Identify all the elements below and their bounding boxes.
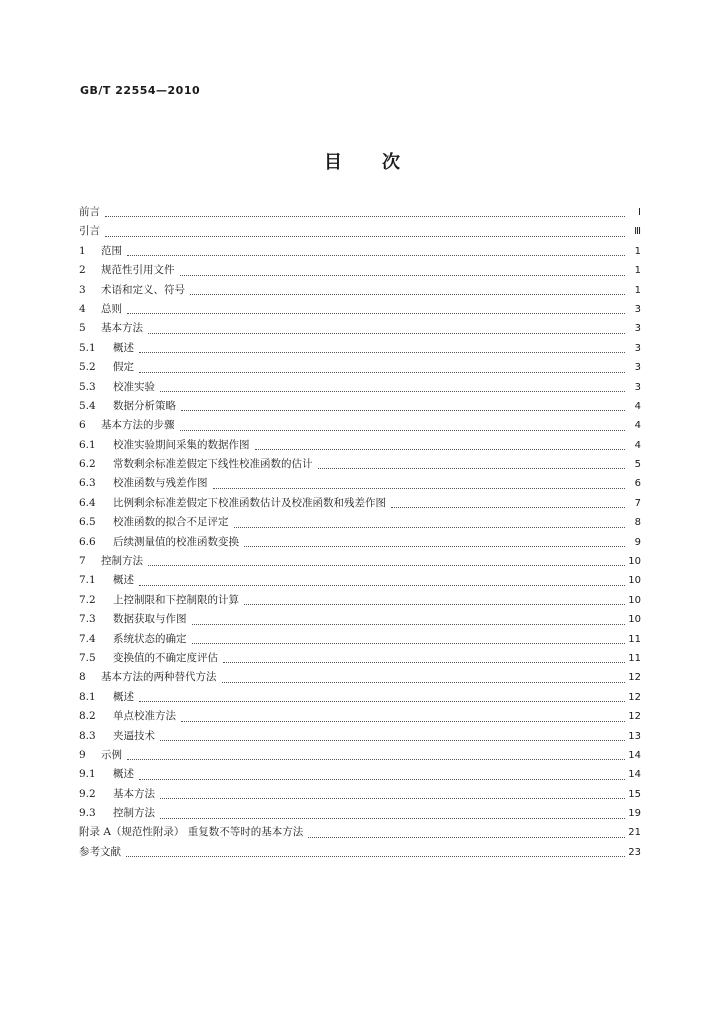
toc-entry-page: 12 xyxy=(628,711,641,723)
toc-entry-number: 6.1 xyxy=(79,438,96,451)
toc-entry-page: 6 xyxy=(634,478,641,490)
toc-entry-title: 总则 xyxy=(101,302,122,315)
toc-entry-page: 11 xyxy=(628,633,641,645)
toc-dot-leader xyxy=(158,804,627,823)
toc-entry[interactable] xyxy=(79,804,641,823)
toc-entry-number: 9.2 xyxy=(79,787,96,800)
toc-entry-page: 11 xyxy=(628,652,641,664)
toc-entry[interactable] xyxy=(79,746,641,765)
toc-dot-leader xyxy=(137,765,627,784)
toc-dot-leader xyxy=(124,843,627,862)
toc-entry[interactable] xyxy=(79,319,641,338)
toc-dot-leader xyxy=(137,358,627,377)
toc-entry[interactable] xyxy=(79,727,641,746)
standard-code: GB/T 22554—2010 xyxy=(80,84,201,97)
toc-entry[interactable] xyxy=(79,378,641,397)
toc-entry-number: 6.5 xyxy=(79,516,96,529)
toc-entry-title: 系统状态的确定 xyxy=(113,632,187,645)
toc-entry[interactable] xyxy=(79,571,641,590)
toc-dot-leader xyxy=(125,300,627,319)
toc-entry-title: 校准函数的拟合不足评定 xyxy=(113,516,229,529)
toc-dot-leader xyxy=(178,416,628,435)
toc-entry[interactable] xyxy=(79,513,641,532)
toc-entry-number: 7.4 xyxy=(79,632,96,645)
toc-entry-number: 7.1 xyxy=(79,574,96,587)
toc-entry-number: 2 xyxy=(79,264,86,277)
toc-entry-number: 7.3 xyxy=(79,613,96,626)
toc-entry[interactable] xyxy=(79,707,641,726)
toc-entry-title: 术语和定义、符号 xyxy=(101,283,185,296)
toc-entry-page: 15 xyxy=(628,788,641,800)
toc-dot-leader xyxy=(232,513,628,532)
toc-entry[interactable] xyxy=(79,552,641,571)
toc-entry-title: 数据分析策略 xyxy=(113,399,176,412)
toc-entry-page: 12 xyxy=(628,691,641,703)
toc-entry-number: 5 xyxy=(79,322,86,335)
toc-entry-title: 上控制限和下控制限的计算 xyxy=(113,593,239,606)
toc-entry[interactable] xyxy=(79,668,641,687)
toc-entry-page: 1 xyxy=(634,284,641,296)
toc-entry-page: 21 xyxy=(628,827,641,839)
toc-entry-title: 概述 xyxy=(113,690,134,703)
toc-entry-title: 基本方法 xyxy=(101,322,143,335)
toc-entry-page: 1 xyxy=(634,265,641,277)
toc-entry-page: 4 xyxy=(634,400,641,412)
toc-entry-number: 5.2 xyxy=(79,361,96,374)
toc-dot-leader xyxy=(158,727,627,746)
toc-entry-number: 1 xyxy=(79,244,86,257)
toc-entry-title: 引言 xyxy=(79,225,100,238)
toc-entry-title: 数据获取与作图 xyxy=(113,613,187,626)
toc-entry-number: 9 xyxy=(79,748,86,761)
toc-dot-leader xyxy=(179,707,627,726)
toc-entry-number: 7.5 xyxy=(79,651,96,664)
toc-entry-title: 附录 A（规范性附录） 重复数不等时的基本方法 xyxy=(79,826,304,839)
toc-entry[interactable] xyxy=(79,610,641,629)
toc-entry[interactable] xyxy=(79,281,641,300)
toc-entry-number: 6 xyxy=(79,419,86,432)
toc-entry[interactable] xyxy=(79,261,641,280)
toc-dot-leader xyxy=(178,261,628,280)
toc-entry-number: 6.2 xyxy=(79,458,96,471)
toc-entry-title: 夹逼技术 xyxy=(113,729,155,742)
toc-entry[interactable] xyxy=(79,300,641,319)
toc-entry[interactable] xyxy=(79,339,641,358)
toc-entry[interactable] xyxy=(79,474,641,493)
toc-dot-leader xyxy=(137,688,627,707)
toc-entry-title: 概述 xyxy=(113,574,134,587)
toc-dot-leader xyxy=(137,571,627,590)
toc-entry-number: 7 xyxy=(79,555,86,568)
toc-entry[interactable] xyxy=(79,533,641,552)
toc-entry-title: 单点校准方法 xyxy=(113,710,176,723)
toc-entry-page: 1 xyxy=(634,245,641,257)
toc-entry-title: 控制方法 xyxy=(113,807,155,820)
toc-entry-title: 示例 xyxy=(101,748,122,761)
toc-entry[interactable] xyxy=(79,222,641,241)
toc-entry-title: 校准函数与残差作图 xyxy=(113,477,208,490)
toc-dot-leader xyxy=(125,746,627,765)
toc-dot-leader xyxy=(125,242,627,261)
toc-entry-title: 基本方法 xyxy=(113,787,155,800)
toc-dot-leader xyxy=(306,824,627,843)
toc-entry-title: 校准实验期间采集的数据作图 xyxy=(113,438,250,451)
toc-entry-number: 8.1 xyxy=(79,690,96,703)
toc-entry-title: 常数剩余标准差假定下线性校准函数的估计 xyxy=(113,458,313,471)
toc-entry-number: 5.1 xyxy=(79,341,96,354)
toc-dot-leader xyxy=(190,630,628,649)
toc-entry[interactable] xyxy=(79,203,641,222)
toc-entry-page: 10 xyxy=(628,575,641,587)
toc-entry-number: 9.1 xyxy=(79,768,96,781)
toc-entry-page: 8 xyxy=(634,517,641,529)
toc-entry-title: 后续测量值的校准函数变换 xyxy=(113,535,239,548)
toc-entry-page: 14 xyxy=(628,769,641,781)
toc-dot-leader xyxy=(242,591,627,610)
toc-entry-page: 3 xyxy=(634,381,641,393)
toc-entry-title: 参考文献 xyxy=(79,845,121,858)
toc-entry-page: 12 xyxy=(628,672,641,684)
toc-entry-page: 23 xyxy=(628,846,641,858)
toc-dot-leader xyxy=(211,474,628,493)
toc-entry-title: 基本方法的步骤 xyxy=(101,419,175,432)
toc-dot-leader xyxy=(146,552,627,571)
toc-dot-leader xyxy=(389,494,627,513)
toc-entry[interactable] xyxy=(79,843,641,862)
toc-entry-title: 概述 xyxy=(113,341,134,354)
toc-dot-leader xyxy=(253,436,628,455)
toc-entry-page: 4 xyxy=(634,439,641,451)
toc-entry-page: 10 xyxy=(628,556,641,568)
toc-entry[interactable] xyxy=(79,785,641,804)
toc-entry[interactable] xyxy=(79,824,641,843)
toc-dot-leader xyxy=(316,455,628,474)
toc-dot-leader xyxy=(179,397,627,416)
toc-dot-leader xyxy=(158,378,627,397)
toc-dot-leader xyxy=(220,668,628,687)
toc-entry-title: 变换值的不确定度评估 xyxy=(113,651,218,664)
toc-entry-number: 8.3 xyxy=(79,729,96,742)
table-of-contents xyxy=(79,203,641,862)
toc-entry-title: 概述 xyxy=(113,768,134,781)
toc-entry-page: 10 xyxy=(628,614,641,626)
toc-entry-page: Ⅲ xyxy=(634,226,641,238)
toc-entry[interactable] xyxy=(79,591,641,610)
toc-entry-page: 3 xyxy=(634,362,641,374)
toc-entry[interactable] xyxy=(79,649,641,668)
toc-entry-title: 基本方法的两种替代方法 xyxy=(101,671,217,684)
toc-entry-page: 9 xyxy=(634,536,641,548)
toc-entry[interactable] xyxy=(79,358,641,377)
toc-entry-page: 5 xyxy=(634,459,641,471)
page-title: 目次 xyxy=(324,152,440,173)
toc-dot-leader xyxy=(190,610,628,629)
toc-entry-number: 9.3 xyxy=(79,807,96,820)
toc-entry-number: 8.2 xyxy=(79,710,96,723)
toc-dot-leader xyxy=(146,319,627,338)
toc-entry-title: 校准实验 xyxy=(113,380,155,393)
toc-entry[interactable] xyxy=(79,494,641,513)
toc-entry[interactable] xyxy=(79,436,641,455)
toc-entry-page: 13 xyxy=(628,730,641,742)
toc-entry-page: 3 xyxy=(634,342,641,354)
toc-entry[interactable] xyxy=(79,397,641,416)
toc-entry[interactable] xyxy=(79,688,641,707)
toc-entry[interactable] xyxy=(79,416,641,435)
toc-entry-number: 4 xyxy=(79,302,86,315)
toc-dot-leader xyxy=(188,281,627,300)
toc-entry-page: 19 xyxy=(628,808,641,820)
toc-dot-leader xyxy=(103,203,627,222)
toc-dot-leader xyxy=(221,649,627,668)
toc-entry-page: 3 xyxy=(634,303,641,315)
toc-entry-number: 6.3 xyxy=(79,477,96,490)
toc-entry-page: 7 xyxy=(634,497,641,509)
toc-entry-page: 14 xyxy=(628,749,641,761)
toc-entry-title: 比例剩余标准差假定下校准函数估计及校准函数和残差作图 xyxy=(113,496,386,509)
toc-entry[interactable] xyxy=(79,765,641,784)
toc-entry-title: 控制方法 xyxy=(101,555,143,568)
toc-entry-number: 3 xyxy=(79,283,86,296)
toc-entry-number: 7.2 xyxy=(79,593,96,606)
toc-entry-number: 6.6 xyxy=(79,535,96,548)
toc-entry-title: 前言 xyxy=(79,205,100,218)
toc-entry-title: 规范性引用文件 xyxy=(101,264,175,277)
toc-entry-number: 5.3 xyxy=(79,380,96,393)
toc-entry-number: 8 xyxy=(79,671,86,684)
toc-entry[interactable] xyxy=(79,242,641,261)
toc-entry-number: 6.4 xyxy=(79,496,96,509)
toc-dot-leader xyxy=(137,339,627,358)
toc-entry-page: Ⅰ xyxy=(638,206,641,218)
toc-entry-title: 假定 xyxy=(113,361,134,374)
toc-entry-number: 5.4 xyxy=(79,399,96,412)
toc-entry-page: 4 xyxy=(634,420,641,432)
toc-dot-leader xyxy=(242,533,627,552)
toc-entry-page: 10 xyxy=(628,594,641,606)
toc-entry-page: 3 xyxy=(634,323,641,335)
toc-entry[interactable] xyxy=(79,630,641,649)
toc-entry-title: 范围 xyxy=(101,244,122,257)
toc-dot-leader xyxy=(103,222,627,241)
toc-entry[interactable] xyxy=(79,455,641,474)
toc-dot-leader xyxy=(158,785,627,804)
